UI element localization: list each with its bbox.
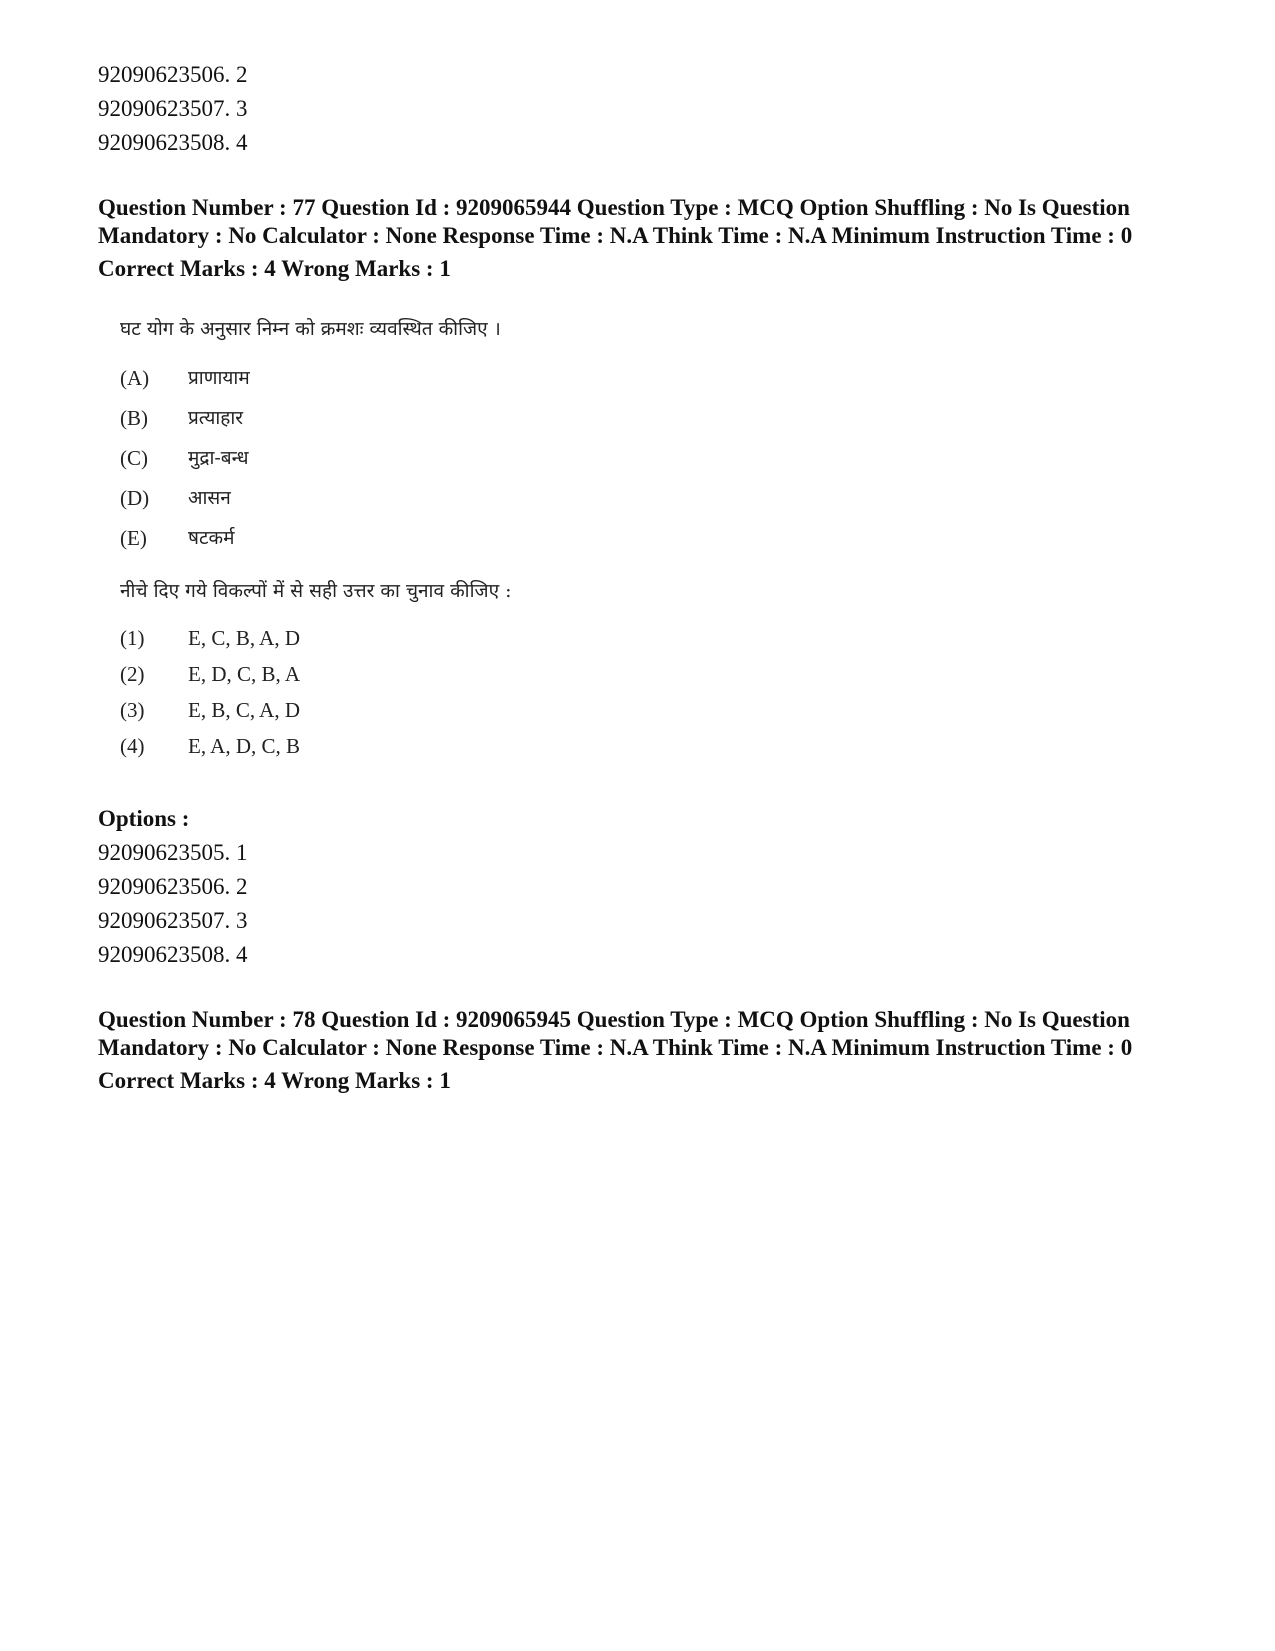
- previous-options-list: [98, 58, 1178, 160]
- choice-text: E, C, B, A, D: [188, 626, 301, 650]
- question-stem: घट योग के अनुसार निम्न को क्रमशः व्यवस्थित कीजिए ।: [120, 318, 501, 340]
- option-line: 92090623508. 4: [98, 942, 248, 967]
- question-77-image: [120, 314, 590, 764]
- options-heading: Options :: [98, 806, 190, 831]
- choice-text: E, A, D, C, B: [188, 734, 301, 758]
- question-77-block: [98, 194, 1178, 972]
- question-78-marks: Correct Marks : 4 Wrong Marks : 1: [98, 1068, 451, 1093]
- choice-item: [120, 656, 590, 692]
- item-label: (A): [120, 366, 150, 390]
- choice-label: (2): [120, 662, 145, 686]
- choice-label: (3): [120, 698, 145, 722]
- list-item: [120, 518, 590, 558]
- choice-item: [120, 620, 590, 656]
- choice-item: [120, 728, 590, 764]
- item-label: (B): [120, 406, 148, 430]
- item-text: आसन: [188, 487, 231, 509]
- question-instruction: नीचे दिए गये विकल्पों में से सही उत्तर का चुनाव कीजिए :: [120, 580, 512, 602]
- item-text: प्राणायाम: [188, 367, 250, 389]
- choice-text: E, B, C, A, D: [188, 698, 301, 722]
- item-label: (D): [120, 486, 150, 510]
- choice-text: E, D, C, B, A: [188, 662, 301, 686]
- option-line: 92090623505. 1: [98, 840, 248, 865]
- question-78-block: [98, 1006, 1178, 1098]
- item-label: (E): [120, 526, 147, 550]
- list-item: [120, 398, 590, 438]
- question-77-meta: Question Number : 77 Question Id : 9209065944 Question Type : MCQ Option Shuffling : No Is Question Mandatory : No Calculator : None Response Time : N.A Think Time : N.A Minimum Instruction Time : 0: [98, 195, 1133, 248]
- item-text: प्रत्याहार: [188, 407, 244, 429]
- option-line: 92090623506. 2: [98, 874, 248, 899]
- choice-label: (1): [120, 626, 145, 650]
- option-line: 92090623507. 3: [98, 908, 248, 933]
- list-item: [120, 478, 590, 518]
- list-item: [120, 358, 590, 398]
- question-77-options-list: [98, 836, 1178, 972]
- question-78-meta: Question Number : 78 Question Id : 9209065945 Question Type : MCQ Option Shuffling : No Is Question Mandatory : No Calculator : None Response Time : N.A Think Time : N.A Minimum Instruction Time : 0: [98, 1007, 1133, 1060]
- choice-label: (4): [120, 734, 145, 758]
- option-line: 92090623507. 3: [98, 96, 248, 121]
- item-text: मुद्रा-बन्ध: [188, 447, 249, 469]
- document-page: [98, 58, 1178, 1098]
- option-line: 92090623508. 4: [98, 130, 248, 155]
- item-label: (C): [120, 446, 148, 470]
- list-item: [120, 438, 590, 478]
- item-text: षटकर्म: [188, 527, 235, 549]
- question-77-marks: Correct Marks : 4 Wrong Marks : 1: [98, 256, 451, 281]
- choice-item: [120, 692, 590, 728]
- option-line: 92090623506. 2: [98, 62, 248, 87]
